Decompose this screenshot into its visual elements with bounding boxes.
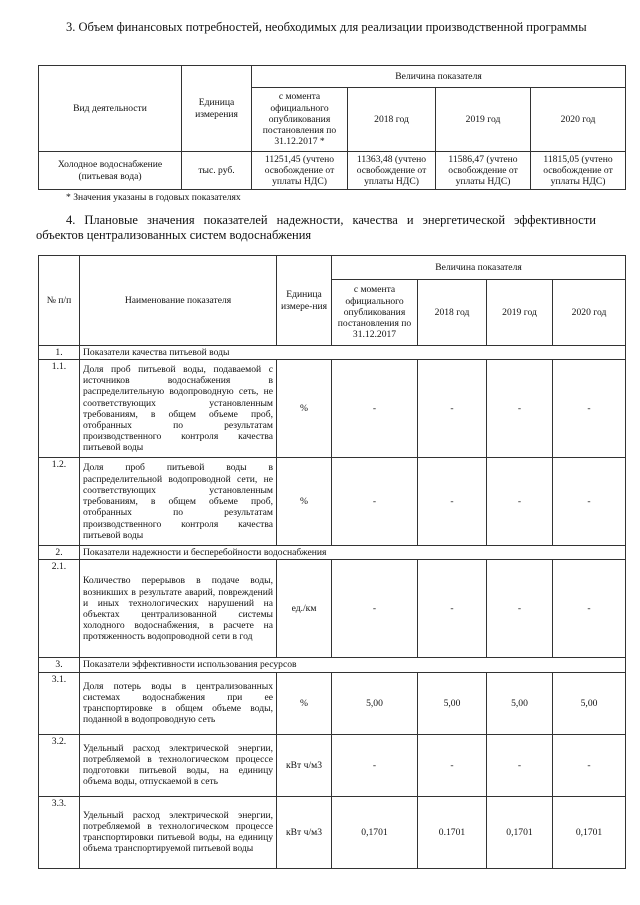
period-header: 2020 год [531,88,626,152]
value-cell: - [332,360,418,458]
value-cell: - [332,458,418,546]
group-title-cell: Показатели качества питьевой воды [80,346,626,360]
value-cell: 11586,47 (учтено освобождение от уплаты НДС) [436,152,531,190]
col-unit-header: Единица измере-ния [277,256,332,346]
value-cell: - [553,560,626,658]
value-cell: 11815,05 (учтено освобождение от уплаты НДС) [531,152,626,190]
value-cell: - [487,560,553,658]
value-cell: - [332,734,418,796]
footnote: * Значения указаны в годовых показателях [66,192,241,203]
col-name-header: Наименование показателя [80,256,277,346]
unit-cell: кВт ч/м3 [277,796,332,868]
value-cell: 5,00 [553,672,626,734]
period-header: 2019 год [487,280,553,346]
value-cell: 5,00 [487,672,553,734]
value-cell: - [418,734,487,796]
col-num-header: № п/п [39,256,80,346]
group-row [39,546,626,560]
value-cell: 0,1701 [553,796,626,868]
value-cell: 5,00 [418,672,487,734]
section4-heading: 4. Плановые значения показателей надежности, качества и энергетической эффективности объектов централизованных систем водоснабжения [36,213,596,242]
table-row [39,734,626,796]
group-title-cell: Показатели надежности и бесперебойности водоснабжения [80,546,626,560]
unit-cell: % [277,672,332,734]
value-cell: - [418,560,487,658]
section3-heading: 3. Объем финансовых потребностей, необходимых для реализации производственной программы [66,20,587,34]
group-row [39,658,626,672]
period-header: 2018 год [418,280,487,346]
col-activity-header: Вид деятельности [39,66,182,152]
value-cell: - [553,734,626,796]
period-header: с момента официального опубликования постановления по 31.12.2017 [332,280,418,346]
value-cell: - [553,360,626,458]
value-cell: - [332,560,418,658]
indicator-name-cell: Доля проб питьевой воды, подаваемой с источников водоснабжения в распределительную водопроводную сеть, не соответствующих установленным требованиям, в общем объеме проб, отобранных по результатам производственного контроля качества питьевой воды [80,360,277,458]
row-number-cell: 2.1. [39,560,80,658]
period-header: 2019 год [436,88,531,152]
activity-cell: Холодное водоснабжение (питьевая вода) [39,152,182,190]
indicators-table [38,255,626,869]
value-cell: - [487,734,553,796]
period-header: с момента официального опубликования постановления по 31.12.2017 * [252,88,348,152]
period-header: 2020 год [553,280,626,346]
value-cell: 0.1701 [418,796,487,868]
indicator-name-cell: Доля проб питьевой воды в распределительной водопроводной сети, не соответствующих установленным требованиям, в общем объеме проб, отобранных по результатам производственного контроля качества питьевой воды [80,458,277,546]
unit-cell: ед./км [277,560,332,658]
row-number-cell: 3.3. [39,796,80,868]
group-row [39,346,626,360]
indicator-name-cell: Доля потерь воды в централизованных системах водоснабжения при ее транспортировке в общем объеме воды, поданной в водопроводную сеть [80,672,277,734]
value-cell: 0,1701 [332,796,418,868]
unit-cell: кВт ч/м3 [277,734,332,796]
row-number-cell: 3.2. [39,734,80,796]
value-cell: 5,00 [332,672,418,734]
row-number-cell: 1.1. [39,360,80,458]
col-value-header: Величина показателя [252,66,626,88]
row-number-cell: 2. [39,546,80,560]
value-cell: - [487,360,553,458]
row-number-cell: 1. [39,346,80,360]
value-cell: - [553,458,626,546]
unit-cell: тыс. руб. [182,152,252,190]
value-cell: - [418,458,487,546]
col-value-header: Величина показателя [332,256,626,280]
indicator-name-cell: Количество перерывов в подаче воды, возникших в результате аварий, повреждений и иных технологических нарушений на объектах централизованной системы холодного водоснабжения, в расчете на протяженность водопроводной сети в год [80,560,277,658]
value-cell: - [487,458,553,546]
unit-cell: % [277,360,332,458]
table-row [39,458,626,546]
unit-cell: % [277,458,332,546]
indicator-name-cell: Удельный расход электрической энергии, потребляемой в технологическом процессе подготовки питьевой воды, на единицу объема воды, отпускаемой в сеть [80,734,277,796]
value-cell: 11363,48 (учтено освобождение от уплаты НДС) [348,152,436,190]
table-row [39,152,626,190]
indicator-name-cell: Удельный расход электрической энергии, потребляемой в технологическом процессе транспортировки питьевой воды, на единицу объема транспортируемой питьевой воды [80,796,277,868]
group-title-cell: Показатели эффективности использования ресурсов [80,658,626,672]
period-header: 2018 год [348,88,436,152]
value-cell: 11251,45 (учтено освобождение от уплаты НДС) [252,152,348,190]
row-number-cell: 1.2. [39,458,80,546]
value-cell: - [418,360,487,458]
table-row [39,560,626,658]
row-number-cell: 3. [39,658,80,672]
table-row [39,796,626,868]
financial-needs-table [38,65,626,190]
col-unit-header: Единица измерения [182,66,252,152]
value-cell: 0,1701 [487,796,553,868]
table-row [39,672,626,734]
table-row [39,360,626,458]
row-number-cell: 3.1. [39,672,80,734]
